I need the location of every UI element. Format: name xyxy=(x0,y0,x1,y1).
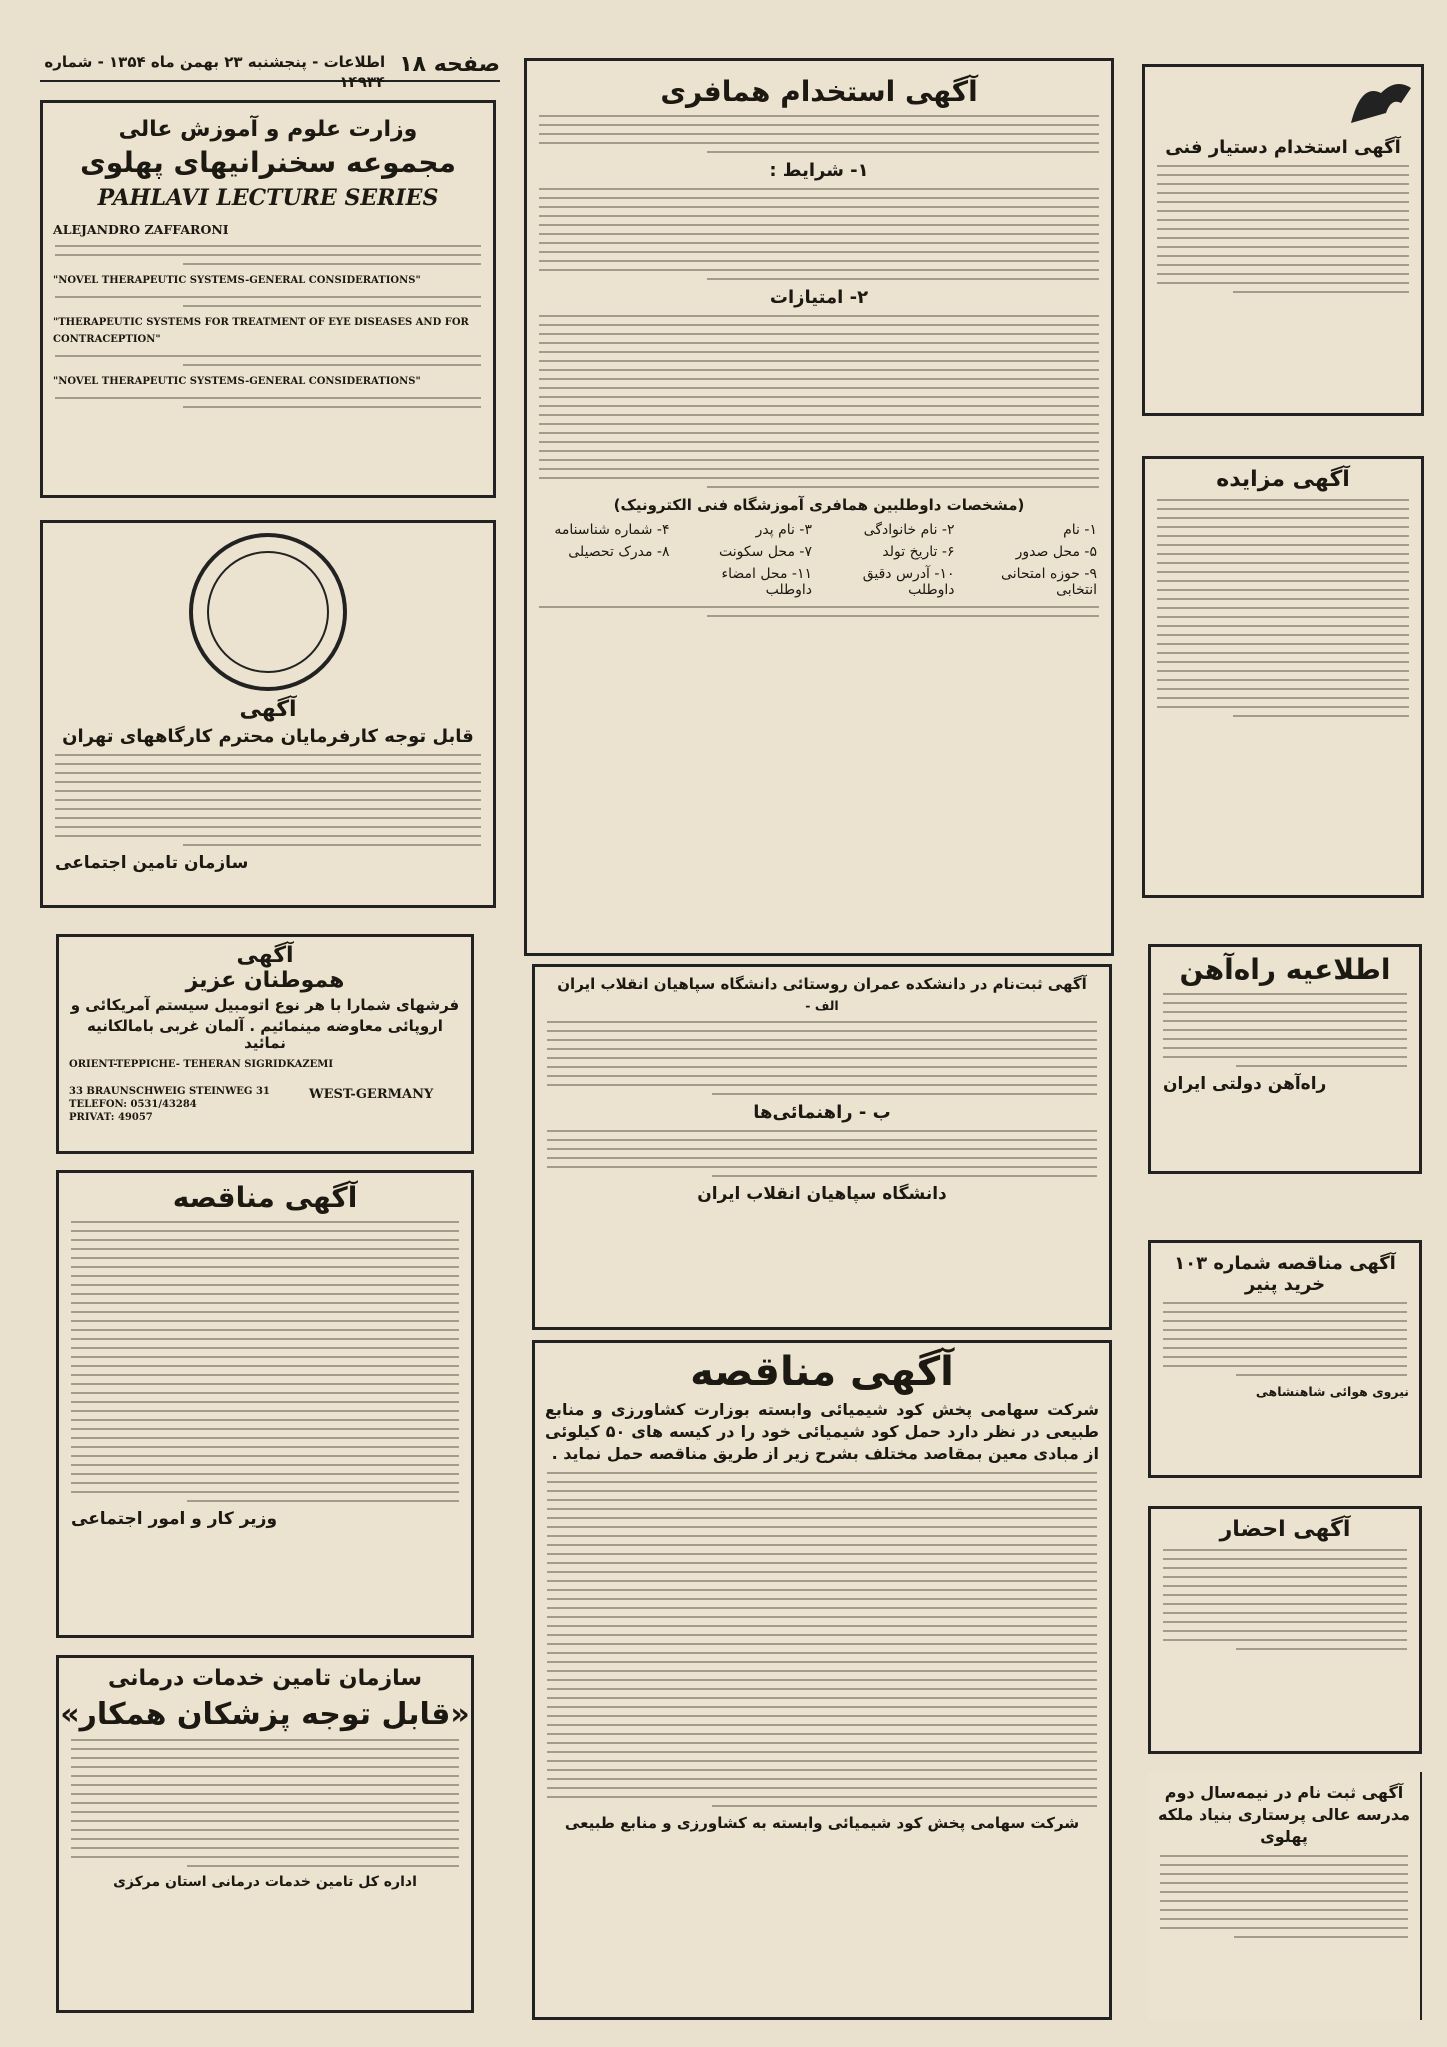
chemical-heading: آگهی مناقصه xyxy=(690,1349,954,1395)
cheese-tender-ad xyxy=(1148,1240,1422,1478)
auction-heading: آگهی مزایده xyxy=(1216,467,1350,492)
topic-3: "NOVEL THERAPEUTIC SYSTEMS-GENERAL CONSIDERATIONS" xyxy=(53,376,421,387)
lecture-title-fa: مجموعه سخنرانیهای پهلوی xyxy=(80,146,456,179)
medical-footer: اداره کل تامین خدمات درمانی استان مرکزی xyxy=(113,1874,417,1890)
carpet-line-1: فرشهای شمارا با هر نوع اتومبیل سیستم آمریکائی و xyxy=(70,996,460,1014)
tender103-signature: نیروی هوائی شاهنشاهی xyxy=(1255,1384,1409,1399)
summons-ad xyxy=(1148,1506,1422,1754)
carpet-privat: PRIVAT: 49057 xyxy=(69,1112,153,1123)
labor-tender-heading: آگهی مناقصه xyxy=(172,1181,358,1214)
lecture-title-en: PAHLAVI LECTURE SERIES xyxy=(97,185,439,211)
medical-headline: «قابل توجه پزشکان همکار» xyxy=(60,1697,470,1732)
carpet-line-2: اروپائی معاوضه مینمائیم . آلمان غربی بامالکانیه نمائید xyxy=(87,1017,443,1052)
rail-heading: اطلاعیه راه‌آهن xyxy=(1179,953,1391,986)
university-sub-b: ب - راهنمائی‌ها xyxy=(753,1102,891,1123)
chemical-lead: شرکت سهامی پخش کود شیمیائی وابسته بوزارت کشاورزی و منابع طبیعی در نظر دارد حمل کود شیمیائی خود را در کیسه های ۵۰ کیلوئی از مبادی معین بمقاصد مختلف بشرح زیر از طریق مناقصه حمل نماید . xyxy=(545,1400,1099,1463)
lecture-series-ad xyxy=(40,100,496,498)
electronics-recruitment-ad xyxy=(524,58,1114,956)
medical-services-ad xyxy=(56,1655,474,2013)
carpet-telefon: TELEFON: 0531/43284 xyxy=(69,1099,197,1110)
dateline: اطلاعات - پنجشنبه ۲۳ بهمن ماه ۱۳۵۴ - شماره ۱۴۹۳۴ xyxy=(44,53,386,91)
electronics-form-title: (مشخصات داوطلبین همافری آموزشگاه فنی الکترونیک) xyxy=(613,496,1025,514)
auction-ad xyxy=(1142,456,1424,898)
social-security-ad xyxy=(40,520,496,908)
carpet-address-2: 33 BRAUNSCHWEIG STEINWEG 31 xyxy=(69,1086,270,1097)
topic-2: "THERAPEUTIC SYSTEMS FOR TREATMENT OF EYE DISEASES AND FOR CONTRACEPTION" xyxy=(53,317,469,345)
electronics-section-2: ۲- امتیازات xyxy=(769,287,869,308)
form-field: ۲- نام خانوادگی xyxy=(863,522,955,538)
nursing-heading: آگهی ثبت نام در نیمه‌سال دوم مدرسه عالی پرستاری بنیاد ملکه پهلوی xyxy=(1157,1783,1411,1846)
kanoon-recruitment-ad xyxy=(1142,64,1424,416)
form-field: ۱۰- آدرس دقیق داوطلب xyxy=(862,566,955,598)
form-field: ۳- نام پدر xyxy=(755,522,812,538)
carpet-heading: آگهی xyxy=(236,943,294,968)
form-field: ۸- مدرک تحصیلی xyxy=(568,544,670,560)
kanoon-logo-icon xyxy=(1341,73,1421,133)
electronics-form-fields xyxy=(541,522,1097,598)
carpet-subheading: هموطنان عزیز xyxy=(185,968,345,993)
form-field: ۷- محل سکونت xyxy=(719,544,812,560)
topic-1: "NOVEL THERAPEUTIC SYSTEMS-GENERAL CONSIDERATIONS" xyxy=(53,275,421,286)
university-heading: آگهی ثبت‌نام در دانشکده عمران روستائی دانشگاه سپاهیان انقلاب ایران xyxy=(557,975,1087,993)
tender103-sub: خرید پنیر xyxy=(1244,1274,1326,1295)
university-signature: دانشگاه سپاهیان انقلاب ایران xyxy=(697,1184,947,1204)
tender103-heading: آگهی مناقصه شماره ۱۰۳ xyxy=(1174,1253,1396,1274)
carpet-address-1: ORIENT-TEPPICHE- TEHERAN SIGRIDKAZEMI xyxy=(69,1059,334,1070)
chemical-fertilizer-tender-ad xyxy=(532,1340,1112,2020)
ministry-title: وزارت علوم و آموزش عالی xyxy=(118,117,418,142)
chemical-signature: شرکت سهامی پخش کود شیمیائی وابسته به کشاورزی و منابع طبیعی xyxy=(564,1814,1080,1832)
labor-tender-signature: وزیر کار و امور اجتماعی xyxy=(71,1509,278,1529)
medical-org: سازمان تامین خدمات درمانی xyxy=(107,1666,423,1691)
electronics-section-1: ۱- شرایط : xyxy=(769,160,869,181)
page-header xyxy=(40,52,500,91)
labor-tender-ad xyxy=(56,1170,474,1638)
summons-heading: آگهی احضار xyxy=(1219,1517,1351,1542)
page-label: صفحه ۱۸ xyxy=(399,52,500,77)
speaker-name: ALEJANDRO ZAFFARONI xyxy=(53,222,229,237)
university-registration-ad xyxy=(532,964,1112,1330)
kanoon-heading: آگهی استخدام دستیار فنی xyxy=(1165,137,1401,158)
rail-signature: راه‌آهن دولتی ایران xyxy=(1163,1074,1327,1094)
railway-notice-ad xyxy=(1148,944,1422,1174)
electronics-heading: آگهی استخدام همافری xyxy=(660,75,978,108)
social-subheading: قابل توجه کارفرمایان محترم کارگاههای تهران xyxy=(62,726,474,747)
form-field: ۵- محل صدور xyxy=(1015,544,1097,560)
form-field: ۱- نام xyxy=(1063,522,1097,538)
social-signature: سازمان تامین اجتماعی xyxy=(55,853,249,873)
university-sub-a: الف - xyxy=(805,998,839,1013)
carpet-country: WEST-GERMANY xyxy=(309,1087,434,1102)
form-field: ۶- تاریخ تولد xyxy=(882,544,955,560)
form-field: ۱۱- محل امضاء داوطلب xyxy=(721,566,812,598)
form-field: ۹- حوزه امتحانی انتخابی xyxy=(1001,566,1097,598)
social-heading: آگهی xyxy=(239,697,297,722)
carpet-exchange-ad xyxy=(56,934,474,1154)
nursing-school-ad xyxy=(1148,1772,1422,2020)
social-security-emblem-icon xyxy=(189,533,347,691)
form-field: ۴- شماره شناسنامه xyxy=(554,522,670,538)
